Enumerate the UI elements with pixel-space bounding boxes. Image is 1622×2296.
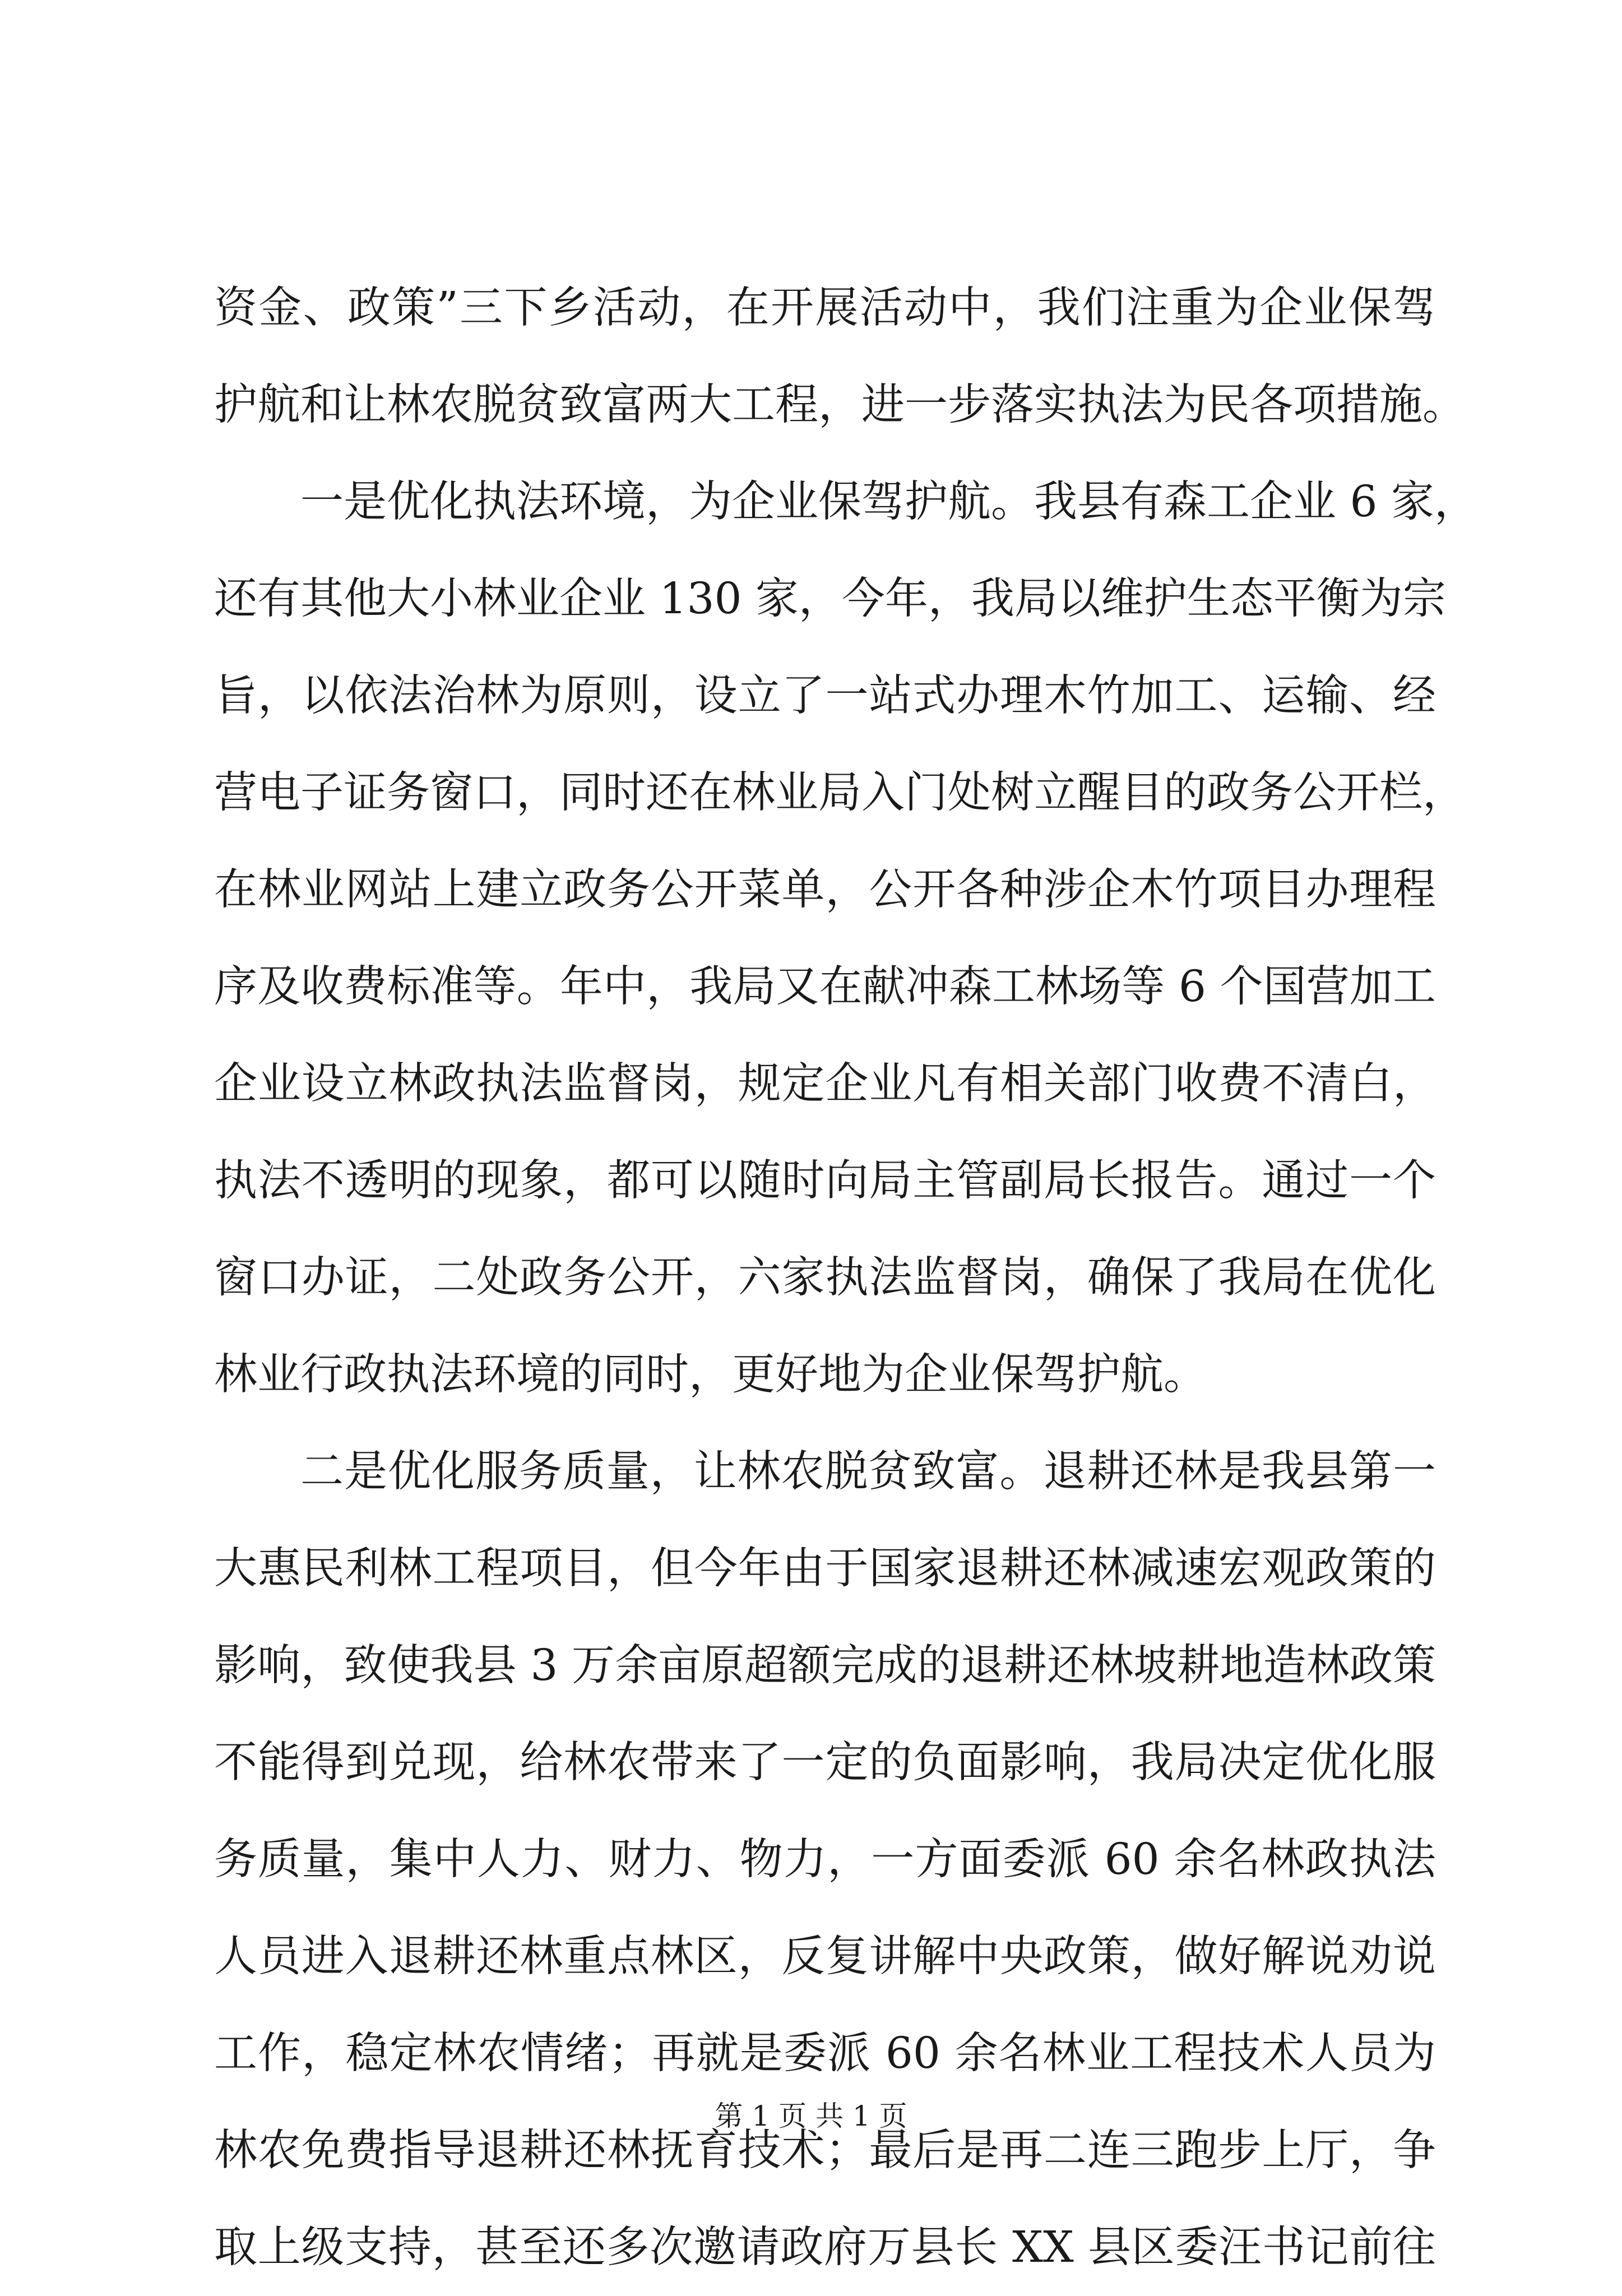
page-footer: 第 1 页 共 1 页: [715, 2100, 907, 2132]
text-line: 林农免费指导退耕还林抚育技术；最后是再二连三跑步上厅，争: [214, 2126, 1436, 2175]
text-line: 林业行政执法环境的同时，更好地为企业保驾护航。: [214, 1350, 1207, 1400]
text-line: 窗口办证，二处政务公开，六家执法监督岗，确保了我局在优化: [214, 1253, 1436, 1303]
text-line: 人员进入退耕还林重点林区，反复讲解中央政策，做好解说劝说: [214, 1932, 1436, 1982]
text-line: 一是优化执法环境，为企业保驾护航。我县有森工企业 6 家，: [300, 477, 1477, 527]
text-line: 不能得到兑现，给林农带来了一定的负面影响，我局决定优化服: [214, 1738, 1436, 1788]
text-line: 序及收费标准等。年中，我局又在献冲森工林场等 6 个国营加工: [214, 962, 1436, 1012]
text-line: 执法不透明的现象，都可以随时向局主管副局长报告。通过一个: [214, 1156, 1436, 1206]
text-line: 企业设立林政执法监督岗，规定企业凡有相关部门收费不清白，: [214, 1059, 1436, 1109]
text-line: 旨，以依法治林为原则，设立了一站式办理木竹加工、运输、经: [214, 671, 1436, 721]
text-line: 工作，稳定林农情绪；再就是委派 60 余名林业工程技术人员为: [214, 2029, 1436, 2079]
text-line: 资金、政策”三下乡活动，在开展活动中，我们注重为企业保驾: [214, 283, 1436, 333]
body-text: [214, 260, 1477, 2296]
text-line: 护航和让林农脱贫致富两大工程，进一步落实执法为民各项措施。: [214, 380, 1466, 430]
text-line: 二是优化服务质量，让林农脱贫致富。退耕还林是我县第一: [300, 1447, 1436, 1497]
text-line: 大惠民利林工程项目，但今年由于国家退耕还林减速宏观政策的: [214, 1544, 1436, 1594]
text-line: 还有其他大小林业企业 130 家，今年，我局以维护生态平衡为宗: [214, 574, 1446, 624]
text-line: 营电子证务窗口，同时还在林业局入门处树立醒目的政务公开栏，: [214, 768, 1466, 818]
text-line: 在林业网站上建立政务公开菜单，公开各种涉企木竹项目办理程: [214, 865, 1436, 915]
text-line: 取上级支持，甚至还多次邀请政府万县长 XX 县区委汪书记前往: [214, 2223, 1436, 2272]
text-line: 影响，致使我县 3 万余亩原超额完成的退耕还林坡耕地造林政策: [214, 1641, 1436, 1691]
text-line: 务质量，集中人力、财力、物力，一方面委派 60 余名林政执法: [214, 1835, 1436, 1885]
